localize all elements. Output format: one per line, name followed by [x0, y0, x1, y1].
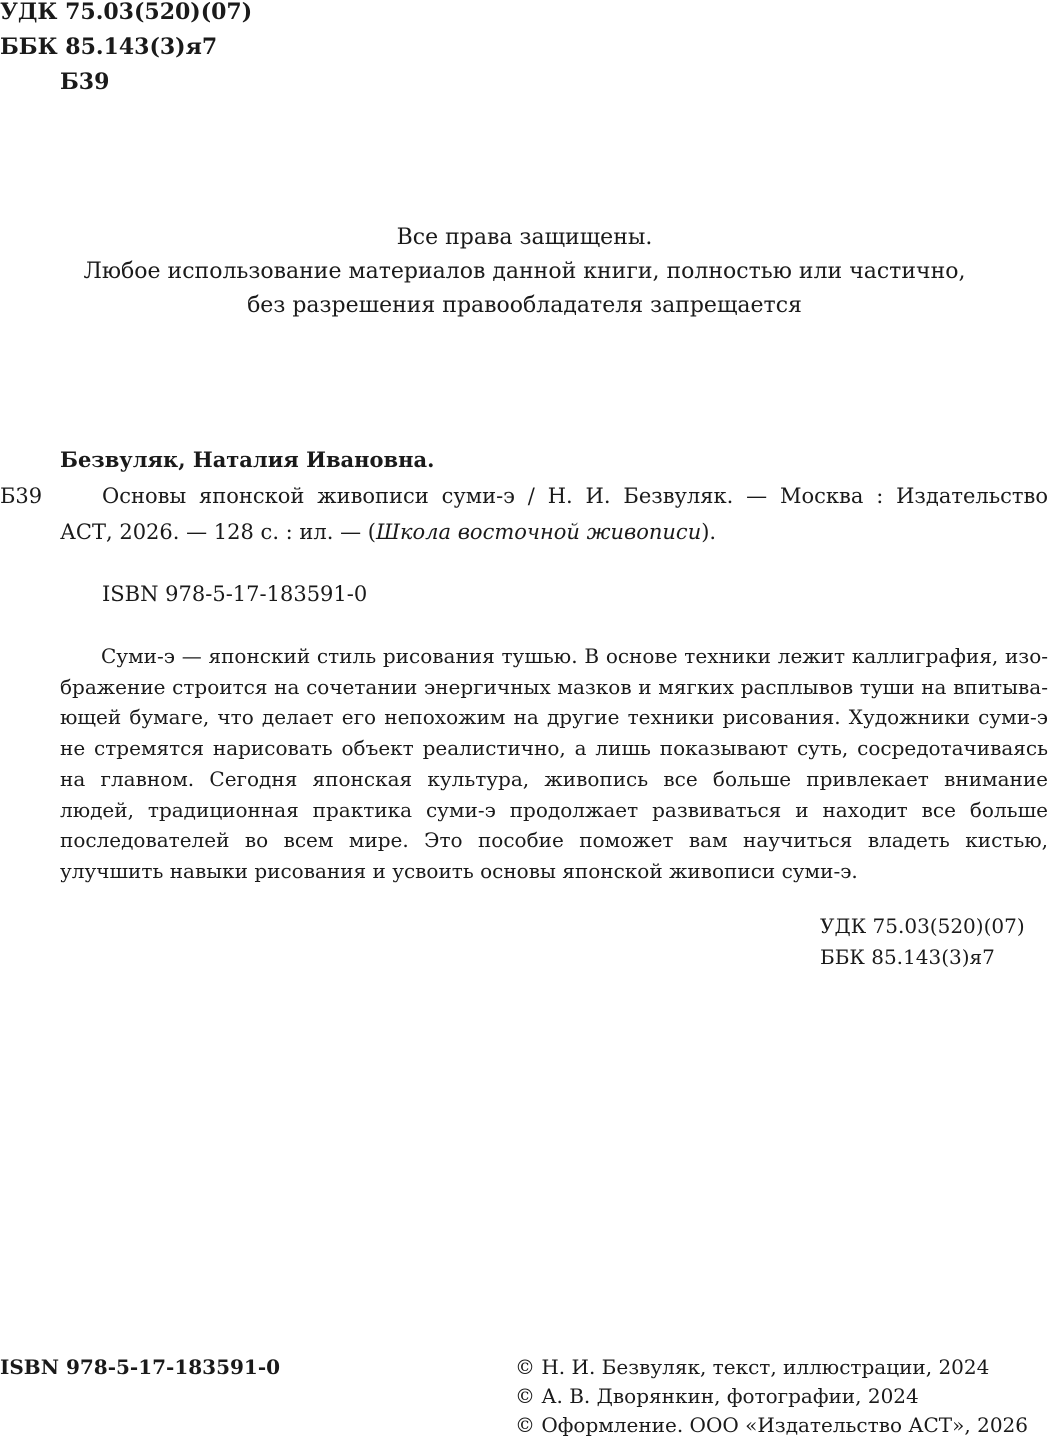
copyright-block	[515, 1353, 1028, 1440]
author-mark-top: Б39	[60, 69, 110, 95]
author-heading: Безвуляк, Наталия Ивановна.	[60, 447, 435, 472]
copyright-design: © Оформление. ООО «Издательство АСТ», 2026	[515, 1413, 1028, 1437]
annotation-paragraph: Суми-э — японский стиль рисования тушью. В основе техники лежит каллиграфия, изображение строится на сочетании энергичных мазков и мягких расплывов туши на впитывающей бумаге, что делает его непохожим на другие техники рисования. Художники суми-э не стремятся нарисовать объект реалистично, а лишь показывают суть, сосредотачиваясь на главном. Сегодня японская культура, живопись все больше привлекает внимание людей, традиционная практика суми-э продолжает развиваться и находит все больше последователей во всем мире. Это пособие поможет вам научиться владеть кистью, улучшить навыки рисования и усвоить основы японской живописи суми-э.	[60, 644, 1048, 883]
isbn-record: ISBN 978-5-17-183591-0	[102, 582, 368, 606]
isbn-footer: ISBN 978-5-17-183591-0	[0, 1355, 281, 1379]
author-mark: Б39	[0, 484, 43, 508]
rights-notice	[0, 221, 1049, 323]
record-line-2-start: АСТ, 2026. — 128 с. : ил. — (	[60, 520, 376, 544]
record-line-1: Основы японской живописи суми-э / Н. И. Безвуляк. — Москва : Издательство	[102, 484, 1048, 508]
rights-line-3: без разрешения правообладателя запрещается	[247, 293, 802, 318]
copyright-text: © Н. И. Безвуляк, текст, иллюстрации, 2024	[515, 1355, 990, 1379]
copyright-photos: © А. В. Дворянкин, фотографии, 2024	[515, 1384, 919, 1408]
record-line-2-end: ).	[701, 520, 717, 544]
udk-code-top: УДК 75.03(520)(07)	[0, 0, 253, 25]
rights-line-2: Любое использование материалов данной книги, полностью или частично,	[83, 259, 966, 284]
bbk-code-top: ББК 85.143(3)я7	[0, 34, 218, 60]
record-line-2	[60, 515, 716, 549]
udk-code-right: УДК 75.03(520)(07)	[820, 914, 1025, 938]
bbk-code-right: ББК 85.143(3)я7	[820, 945, 995, 969]
series-title: Школа восточной живописи	[375, 520, 702, 544]
rights-line-1: Все права защищены.	[396, 225, 653, 250]
